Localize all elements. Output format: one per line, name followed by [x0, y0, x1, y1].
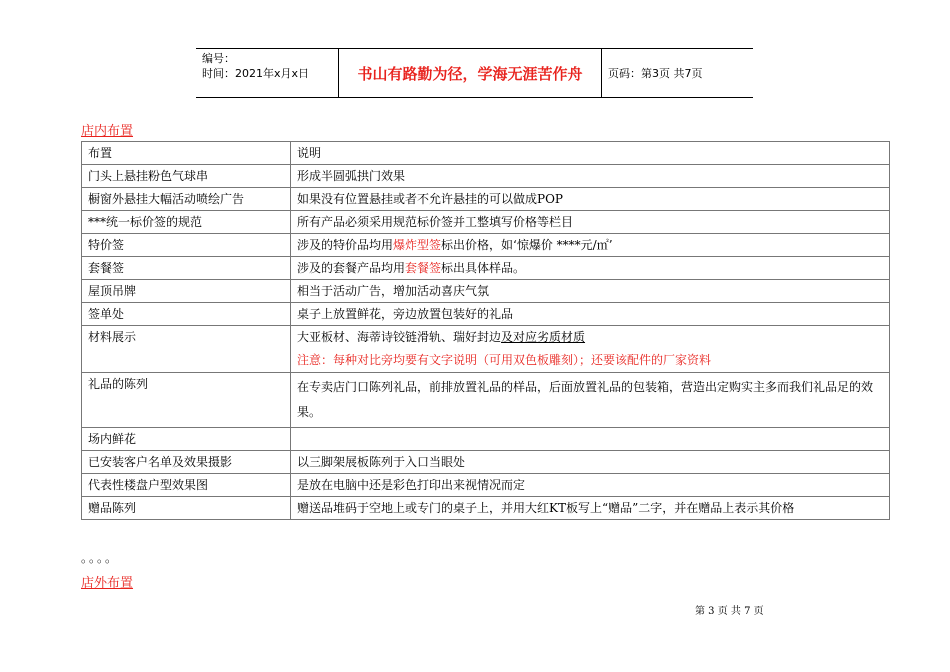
text-part: 标出价格，如‘惊爆价 ****元/㎡’ — [441, 238, 613, 252]
note-text: 注意：每种对比旁均要有文字说明（可用双色板雕刻）；还要该配件的厂家资料 — [297, 353, 712, 367]
table-row — [82, 165, 890, 188]
row-key: 签单处 — [82, 303, 291, 326]
date-label: 时间：2021年x月x日 — [202, 67, 310, 80]
row-key: 橱窗外悬挂大幅活动喷绘广告 — [82, 188, 291, 211]
highlight-text: 爆炸型签 — [393, 238, 442, 252]
row-value — [291, 326, 890, 373]
table-header-row — [82, 142, 890, 165]
table-row — [82, 234, 890, 257]
header-motto: 书山有路勤为径，学海无涯苦作舟 — [338, 49, 602, 97]
row-value — [291, 257, 890, 280]
row-key: 屋顶吊牌 — [82, 280, 291, 303]
page-footer: 第 3 页 共 7 页 — [695, 606, 764, 617]
row-key: 门头上悬挂粉色气球串 — [82, 165, 291, 188]
header-cell: 布置 — [82, 142, 291, 165]
highlight-text: 套餐签 — [405, 261, 442, 275]
underlined-text: 及对应劣质材质 — [501, 330, 586, 344]
row-value: 以三脚架展板陈列于入口当眼处 — [291, 451, 890, 474]
table-row — [82, 428, 890, 451]
header-page-label: 页码：第3页 共7页 — [608, 67, 703, 80]
table-row — [82, 497, 890, 520]
section-title-inside: 店内布置 — [81, 124, 134, 139]
row-key: 材料展示 — [82, 326, 291, 373]
row-value: 桌子上放置鲜花，旁边放置包装好的礼品 — [291, 303, 890, 326]
text-part: 涉及的特价品均用 — [297, 238, 394, 252]
section-title-outside: 店外布置 — [81, 576, 134, 591]
row-value: 所有产品必须采用规范标价签并工整填写价格等栏目 — [291, 211, 890, 234]
row-key: 赠品陈列 — [82, 497, 291, 520]
row-value: 形成半圆弧拱门效果 — [291, 165, 890, 188]
row-value: 如果没有位置悬挂或者不允许悬挂的可以做成POP — [291, 188, 890, 211]
table-row — [82, 451, 890, 474]
table-row — [82, 280, 890, 303]
row-value — [291, 428, 890, 451]
header-cell: 说明 — [291, 142, 890, 165]
header-left — [202, 51, 309, 81]
row-value: 相当于活动广告，增加活动喜庆气氛 — [291, 280, 890, 303]
table-row — [82, 211, 890, 234]
row-value: 在专卖店门口陈列礼品，前排放置礼品的样品，后面放置礼品的包装箱，营造出定购实主多而我们礼品足的效果。 — [291, 373, 890, 428]
table-row — [82, 303, 890, 326]
row-key: 礼品的陈列 — [82, 373, 291, 428]
text-part: 涉及的套餐产品均用 — [297, 261, 406, 275]
row-key: 已安装客户名单及效果摄影 — [82, 451, 291, 474]
row-key: 场内鲜花 — [82, 428, 291, 451]
row-value: 是放在电脑中还是彩色打印出来视情况而定 — [291, 474, 890, 497]
table-row — [82, 326, 890, 373]
row-value — [291, 234, 890, 257]
number-label: 编号： — [202, 52, 235, 65]
table-row — [82, 474, 890, 497]
layout-table — [81, 141, 890, 520]
row-value: 赠送品堆码于空地上或专门的桌子上，并用大红KT板写上“赠品”二字，并在赠品上表示其价格 — [291, 497, 890, 520]
table-row — [82, 188, 890, 211]
table-row — [82, 257, 890, 280]
row-key: 特价签 — [82, 234, 291, 257]
materials-line — [297, 326, 883, 349]
page-header — [196, 48, 753, 98]
text-part: 标出具体样品。 — [441, 261, 526, 275]
row-key: 套餐签 — [82, 257, 291, 280]
row-key: 代表性楼盘户型效果图 — [82, 474, 291, 497]
trailing-dots: 。。。。 — [81, 551, 120, 565]
text-part: 大亚板材、海蒂诗铰链滑轨、瑞好封边 — [297, 330, 502, 344]
row-key: ***统一标价签的规范 — [82, 211, 291, 234]
table-row — [82, 373, 890, 428]
